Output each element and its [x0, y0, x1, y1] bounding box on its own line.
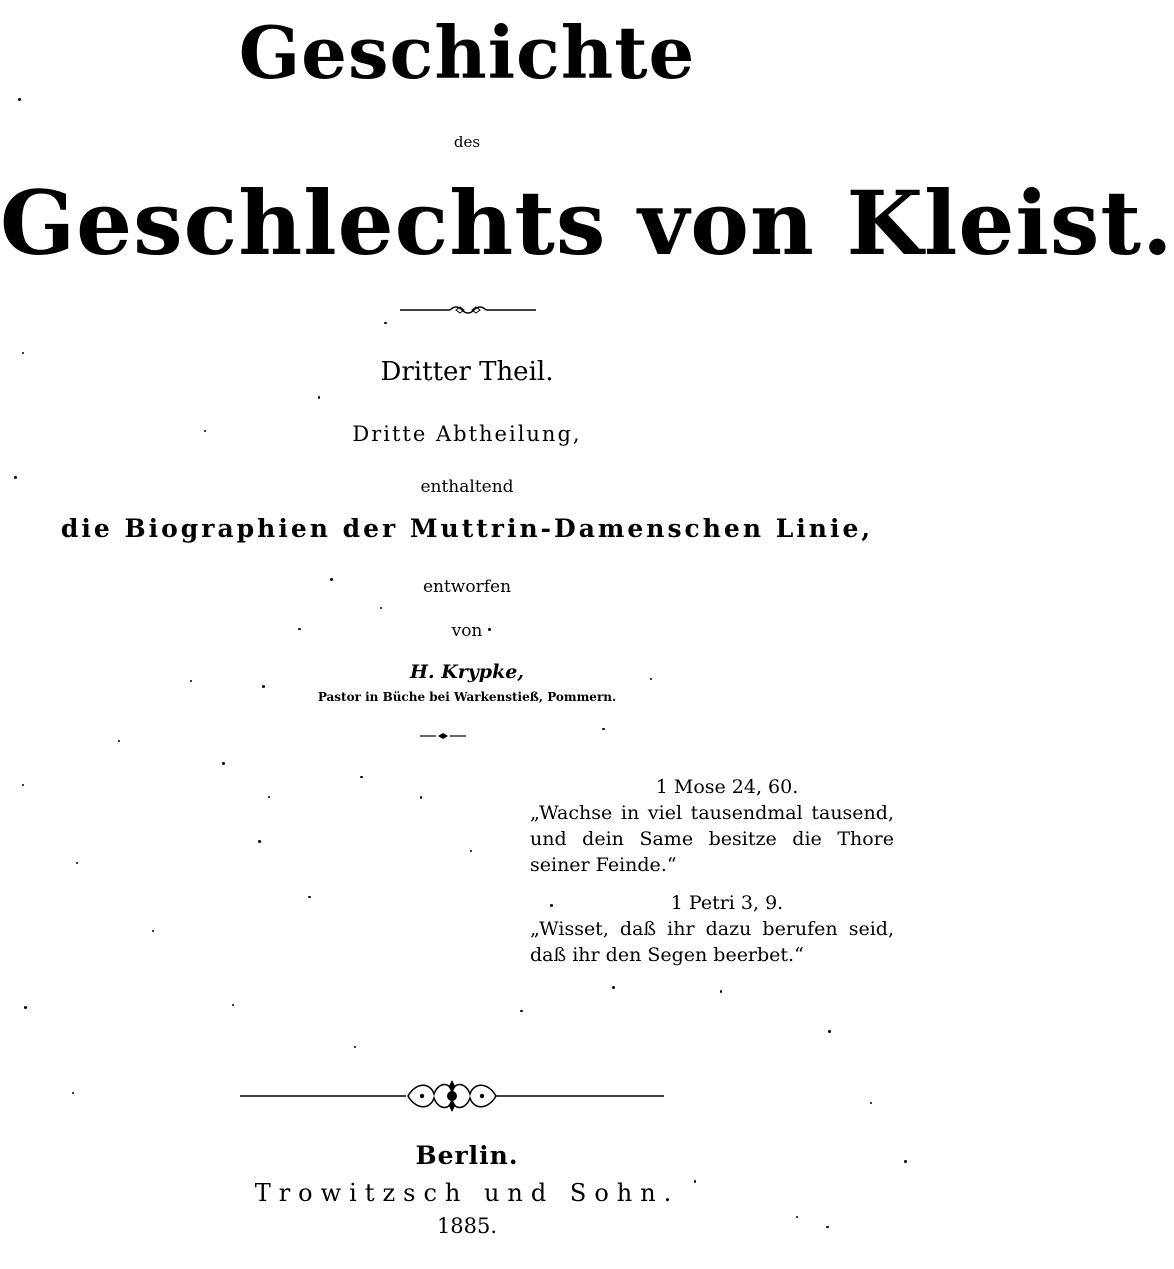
imprint-rule-ornament: [238, 1076, 666, 1116]
title-connector: des: [453, 133, 481, 151]
epigraph-2-reference: 1 Petri 3, 9.: [670, 892, 784, 914]
author-name: H. Krypke,: [410, 661, 524, 683]
division-heading: Dritte Abtheilung,: [352, 422, 582, 446]
title-main: Geschlechts von Kleist.: [0, 171, 1174, 275]
by-line: von: [451, 621, 483, 641]
epigraph-1: [530, 774, 894, 878]
author-description: Pastor in Büche bei Warkenstieß, Pommern.: [317, 690, 617, 704]
title-line-1: Geschichte: [238, 10, 696, 95]
containing-line: enthaltend: [420, 477, 514, 497]
imprint-city: Berlin.: [415, 1141, 519, 1170]
part-heading: Dritter Theil.: [380, 357, 554, 387]
drafted-line: entworfen: [422, 577, 512, 597]
epigraph-2: [530, 890, 894, 968]
subject-line: die Biographien der Muttrin-Damenschen Linie,: [60, 514, 874, 543]
epigraph-1-reference: 1 Mose 24, 60.: [655, 776, 799, 798]
imprint-year: 1885.: [436, 1214, 498, 1238]
small-divider-ornament: [418, 730, 468, 742]
imprint-publisher: Trowitzsch und Sohn.: [254, 1179, 680, 1207]
epigraph-1-text: „Wachse in viel tausendmal tausend, und dein Same besitze die Thore seiner Feinde.“: [530, 802, 894, 876]
title-rule-ornament: [398, 300, 538, 320]
epigraph-2-text: „Wisset, daß ihr dazu berufen seid, daß ihr den Segen beerbet.“: [530, 918, 894, 966]
